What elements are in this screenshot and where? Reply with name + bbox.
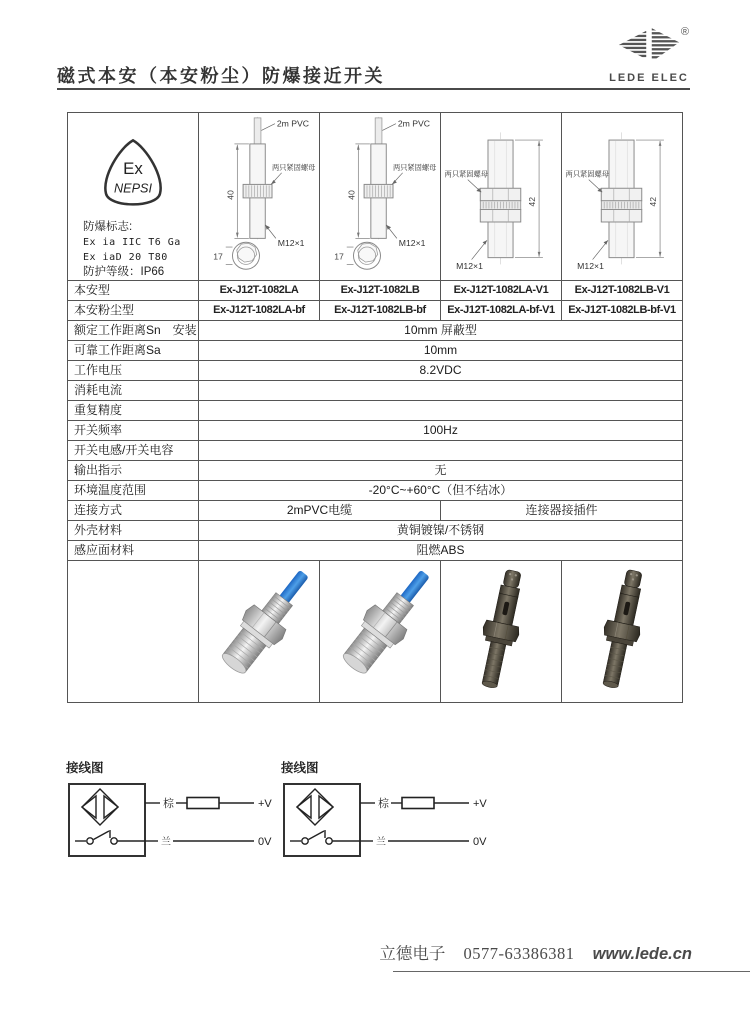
dim-label-42: 42 <box>648 196 659 207</box>
nepsi-text: NEPSI <box>114 181 152 196</box>
row-value <box>199 401 683 421</box>
row-label: 开关电感/开关电容 <box>68 441 199 461</box>
model-number: Ex-J12T-1082LA-bf-V1 <box>441 301 562 321</box>
connection-cable-value: 2mPVC电缆 <box>199 501 441 521</box>
thread-label: M12×1 <box>398 238 426 249</box>
model-number: Ex-J12T-1082LA-bf <box>199 301 320 321</box>
dim-label-42: 42 <box>527 196 538 207</box>
row-value: 10mm <box>199 341 683 361</box>
photo-connector-sensor-a <box>441 561 562 703</box>
mark-line-1: Ex ia IIC T6 Ga <box>83 237 181 248</box>
blue-wire-label: 兰 <box>376 837 386 848</box>
connection-plug-value: 连接器接插件 <box>441 501 683 521</box>
plus-v-label: +V <box>258 798 272 810</box>
row-label: 开关频率 <box>68 421 199 441</box>
photo-cable-sensor-b <box>320 561 441 703</box>
nepsi-ex-mark-icon <box>90 137 176 213</box>
row-label: 本安型 <box>68 281 199 301</box>
model-number: Ex-J12T-1082LB <box>320 281 441 301</box>
footer <box>379 940 692 964</box>
footer-divider <box>393 971 750 972</box>
connector-sensor-photo <box>443 561 560 699</box>
row-value: 100Hz <box>199 421 683 441</box>
footer-website: www.lede.cn <box>592 945 692 963</box>
connector-sensor-drawing <box>442 115 560 275</box>
brown-wire-label: 棕 <box>378 798 389 810</box>
cable-label: 2m PVC <box>397 118 431 129</box>
zero-v-label: 0V <box>258 836 272 848</box>
drawing-cable-type-b <box>320 113 441 281</box>
connector-sensor-drawing <box>563 115 681 275</box>
table-row <box>68 421 683 441</box>
table-row <box>68 541 683 561</box>
photo-connector-sensor-b <box>562 561 683 703</box>
model-number: Ex-J12T-1082LB-V1 <box>562 281 683 301</box>
row-value: 10mm 屏蔽型 <box>199 321 683 341</box>
dim-label-17: 17 <box>334 251 344 262</box>
table-row <box>68 341 683 361</box>
row-label: 输出指示 <box>68 461 199 481</box>
ip-rating: 防护等级：IP66 <box>83 266 165 278</box>
drawing-connector-type-a <box>441 113 562 281</box>
nuts-label: 两只紧固螺母 <box>565 169 609 179</box>
mark-line-2: Ex iaD 20 T80 <box>83 252 168 263</box>
table-row <box>68 521 683 541</box>
lede-logo-icon <box>617 24 681 66</box>
table-row <box>68 361 683 381</box>
resistor-symbol <box>402 798 434 809</box>
certification-cell <box>68 113 199 281</box>
drawing-cable-type-a <box>199 113 320 281</box>
drawings-row <box>68 113 683 281</box>
nuts-label: 两只紧固螺母 <box>444 169 488 179</box>
thread-label: M12×1 <box>456 261 483 272</box>
cable-label: 2m PVC <box>276 118 310 129</box>
table-row <box>68 501 683 521</box>
thread-label: M12×1 <box>277 238 305 249</box>
table-row <box>68 281 683 301</box>
row-label: 环境温度范围 <box>68 481 199 501</box>
model-number: Ex-J12T-1082LB-bf <box>320 301 441 321</box>
row-value <box>199 381 683 401</box>
ex-text: Ex <box>123 159 143 179</box>
nuts-label: 两只紧固螺母 <box>272 162 316 172</box>
row-label: 可靠工作距离Sa <box>68 341 199 361</box>
resistor-symbol <box>187 798 219 809</box>
row-value: 无 <box>199 461 683 481</box>
wiring-diagram-right <box>281 758 499 866</box>
dim-label-40: 40 <box>346 190 357 200</box>
model-number: Ex-J12T-1082LB-bf-V1 <box>562 301 683 321</box>
brand-logo <box>603 24 695 84</box>
wiring-diagram-title: 接线图 <box>66 761 104 775</box>
plus-v-label: +V <box>473 798 487 810</box>
table-row <box>68 461 683 481</box>
cable-sensor-photo <box>322 561 439 699</box>
model-number: Ex-J12T-1082LA-V1 <box>441 281 562 301</box>
row-label: 感应面材料 <box>68 541 199 561</box>
photos-row <box>68 561 683 703</box>
model-number: Ex-J12T-1082LA <box>199 281 320 301</box>
footer-phone: 0577-63386381 <box>463 944 575 963</box>
table-row <box>68 321 683 341</box>
table-row <box>68 401 683 421</box>
mark-title: 防爆标志: <box>83 221 133 233</box>
wiring-schematic <box>281 781 499 861</box>
empty-cell <box>68 561 199 703</box>
blue-wire-label: 兰 <box>161 837 171 848</box>
cable-sensor-photo <box>201 561 318 699</box>
page-title: 磁式本安（本安粉尘）防爆接近开关 <box>57 66 385 86</box>
table-row <box>68 441 683 461</box>
wiring-diagram-title: 接线图 <box>281 761 319 775</box>
registered-mark: ® <box>680 26 689 38</box>
table-row <box>68 301 683 321</box>
explosion-proof-marking <box>68 220 198 280</box>
row-label: 本安粉尘型 <box>68 301 199 321</box>
table-row <box>68 481 683 501</box>
row-label: 重复精度 <box>68 401 199 421</box>
cable-sensor-drawing <box>321 115 439 275</box>
row-label: 工作电压 <box>68 361 199 381</box>
spec-table <box>67 112 683 703</box>
brand-name: LEDE ELEC <box>609 72 689 84</box>
row-label: 连接方式 <box>68 501 199 521</box>
table-row <box>68 381 683 401</box>
thread-label: M12×1 <box>577 261 604 272</box>
footer-company: 立德电子 <box>379 944 446 963</box>
drawing-connector-type-b <box>562 113 683 281</box>
wiring-diagram-left <box>66 758 284 866</box>
nuts-label: 两只紧固螺母 <box>393 162 437 172</box>
row-value: 阻燃ABS <box>199 541 683 561</box>
brown-wire-label: 棕 <box>163 798 174 810</box>
row-label: 消耗电流 <box>68 381 199 401</box>
cable-sensor-drawing <box>200 115 318 275</box>
row-value: -20°C~+60°C（但不结冰） <box>199 481 683 501</box>
wiring-schematic <box>66 781 284 861</box>
row-label: 外壳材料 <box>68 521 199 541</box>
row-label: 额定工作距离Sn 安装 <box>68 321 199 341</box>
header-divider <box>57 88 690 90</box>
row-value: 黄铜镀镍/不锈钢 <box>199 521 683 541</box>
dim-label-40: 40 <box>225 190 236 200</box>
dim-label-17: 17 <box>213 251 223 262</box>
row-value <box>199 441 683 461</box>
photo-cable-sensor-a <box>199 561 320 703</box>
connector-sensor-photo <box>564 561 681 699</box>
row-value: 8.2VDC <box>199 361 683 381</box>
zero-v-label: 0V <box>473 836 487 848</box>
